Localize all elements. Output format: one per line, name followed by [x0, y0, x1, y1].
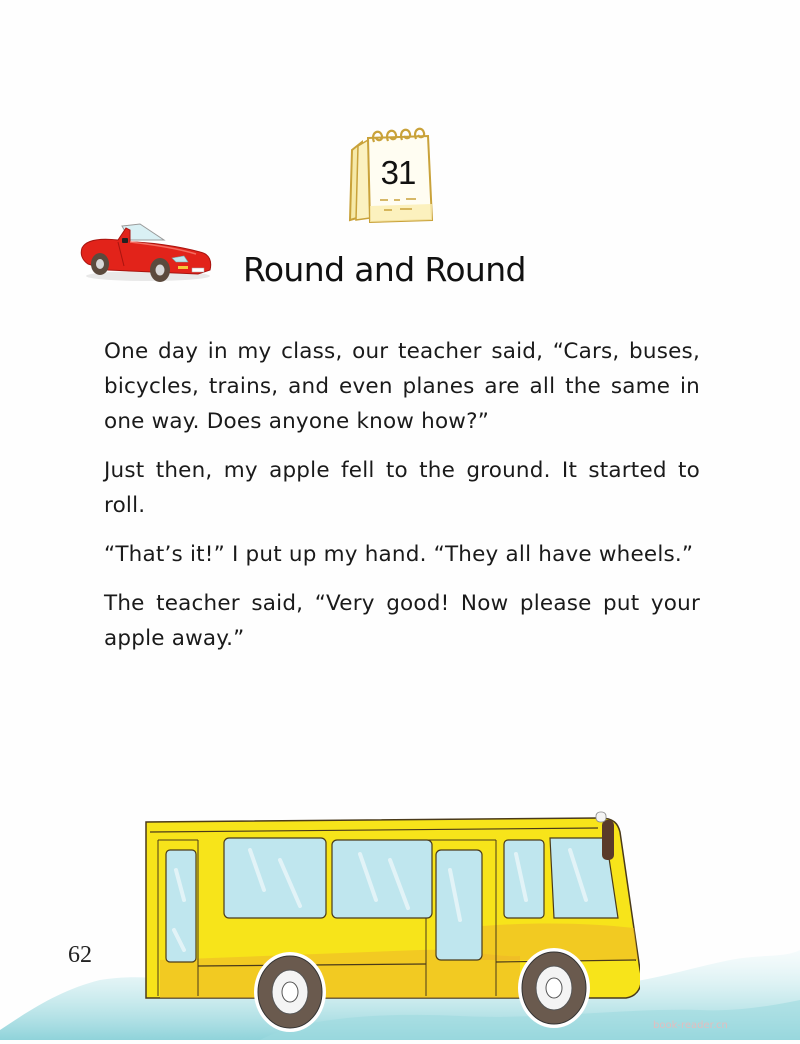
- paragraph: Just then, my apple fell to the ground. It started to roll.: [104, 458, 700, 518]
- calendar-icon: [340, 120, 440, 230]
- lesson-number: 31: [380, 154, 416, 191]
- watermark: book-reader.cn: [653, 1020, 728, 1031]
- red-car-illustration: [78, 218, 218, 284]
- story-body: [104, 334, 700, 670]
- yellow-bus-illustration: [140, 810, 640, 1032]
- paragraph: “That’s it!” I put up my hand. “They all have wheels.”: [104, 542, 694, 567]
- paragraph: One day in my class, our teacher said, “Cars, buses, bicycles, trains, and even planes are all the same in one way. Does anyone know how?”: [104, 339, 700, 434]
- story-title: Round and Round: [243, 250, 526, 289]
- page-number: 62: [68, 942, 92, 968]
- paragraph: The teacher said, “Very good! Now please put your apple away.”: [104, 591, 700, 651]
